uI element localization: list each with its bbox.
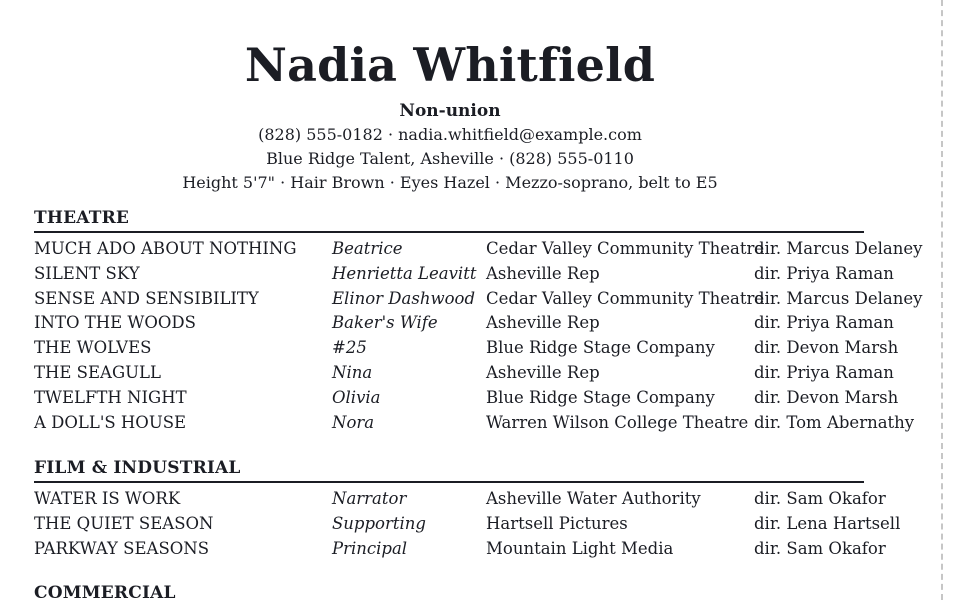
credit-director: dir. Marcus Delaney: [754, 288, 923, 308]
film-industrial-section: [34, 457, 901, 561]
credit-role: Narrator: [332, 489, 407, 508]
credit-row: [34, 386, 899, 411]
credit-role: #25: [332, 338, 367, 358]
credit-company: Mountain Light Media: [486, 538, 674, 558]
credit-director: dir. Marcus Delaney: [754, 239, 923, 258]
credit-role: Henrietta Leavitt: [332, 263, 477, 283]
stats-line: Height 5'7" · Hair Brown · Eyes Hazel · Mezzo-soprano, belt to E5: [182, 173, 718, 192]
credit-company: Cedar Valley Community Theatre: [486, 239, 765, 258]
credit-director: dir. Devon Marsh: [754, 387, 899, 407]
credit-director: dir. Devon Marsh: [754, 338, 899, 358]
credit-company: Blue Ridge Stage Company: [486, 387, 715, 407]
credit-role: Supporting: [332, 513, 426, 533]
credit-company: Warren Wilson College Theatre: [486, 412, 749, 432]
credit-title: SILENT SKY: [34, 263, 140, 283]
credit-row: [34, 537, 886, 562]
credit-title: TWELFTH NIGHT: [34, 387, 187, 407]
credit-company: Asheville Rep: [486, 313, 600, 333]
credit-title: A DOLL'S HOUSE: [34, 412, 187, 432]
credit-row: [34, 311, 894, 336]
section-heading: THEATRE: [34, 207, 864, 233]
credit-director: dir. Sam Okafor: [754, 489, 886, 508]
credit-title: INTO THE WOODS: [34, 313, 196, 333]
credit-company: Blue Ridge Stage Company: [486, 338, 715, 358]
credit-director: dir. Sam Okafor: [754, 538, 886, 558]
credit-company: Asheville Rep: [486, 362, 600, 382]
credit-title: MUCH ADO ABOUT NOTHING: [34, 239, 297, 258]
credit-row: [34, 512, 901, 537]
actor-name: Nadia Whitfield: [244, 38, 656, 92]
credit-title: THE QUIET SEASON: [34, 513, 214, 533]
credit-title: PARKWAY SEASONS: [34, 538, 210, 558]
page-edge-divider: [941, 0, 943, 600]
theatre-section: [34, 207, 923, 435]
credit-title: SENSE AND SENSIBILITY: [34, 288, 259, 308]
credit-row: [34, 237, 923, 262]
credit-row: [34, 262, 894, 287]
credit-title: WATER IS WORK: [34, 489, 181, 508]
credit-director: dir. Priya Raman: [754, 263, 894, 283]
credit-role: Nina: [332, 362, 373, 382]
credit-company: Asheville Water Authority: [486, 489, 701, 508]
contact-line: (828) 555-0182 · nadia.whitfield@example.com: [258, 125, 642, 144]
credit-company: Asheville Rep: [486, 263, 600, 283]
credit-director: dir. Lena Hartsell: [754, 513, 901, 533]
credit-director: dir. Priya Raman: [754, 313, 894, 333]
section-heading: COMMERCIAL: [34, 582, 864, 600]
credit-row: [34, 487, 886, 512]
credit-role: Baker's Wife: [332, 313, 438, 333]
credit-title: THE SEAGULL: [34, 362, 161, 382]
section-heading: FILM & INDUSTRIAL: [34, 457, 864, 483]
credit-row: [34, 336, 899, 361]
agency-line: Blue Ridge Talent, Asheville · (828) 555-0110: [266, 149, 634, 168]
credit-role: Principal: [332, 538, 408, 558]
credit-company: Hartsell Pictures: [486, 513, 628, 533]
credit-role: Nora: [332, 412, 375, 432]
credit-row: [34, 411, 915, 436]
credit-row: [34, 287, 923, 312]
credit-role: Beatrice: [332, 239, 403, 258]
credit-title: THE WOLVES: [34, 338, 152, 358]
union-status: Non-union: [399, 101, 501, 121]
credit-row: [34, 361, 894, 386]
credit-director: dir. Priya Raman: [754, 362, 894, 382]
credit-role: Olivia: [332, 387, 381, 407]
credit-company: Cedar Valley Community Theatre: [486, 288, 765, 308]
credit-director: dir. Tom Abernathy: [754, 412, 915, 432]
credit-role: Elinor Dashwood: [332, 288, 476, 308]
commercial-section: [34, 582, 864, 600]
